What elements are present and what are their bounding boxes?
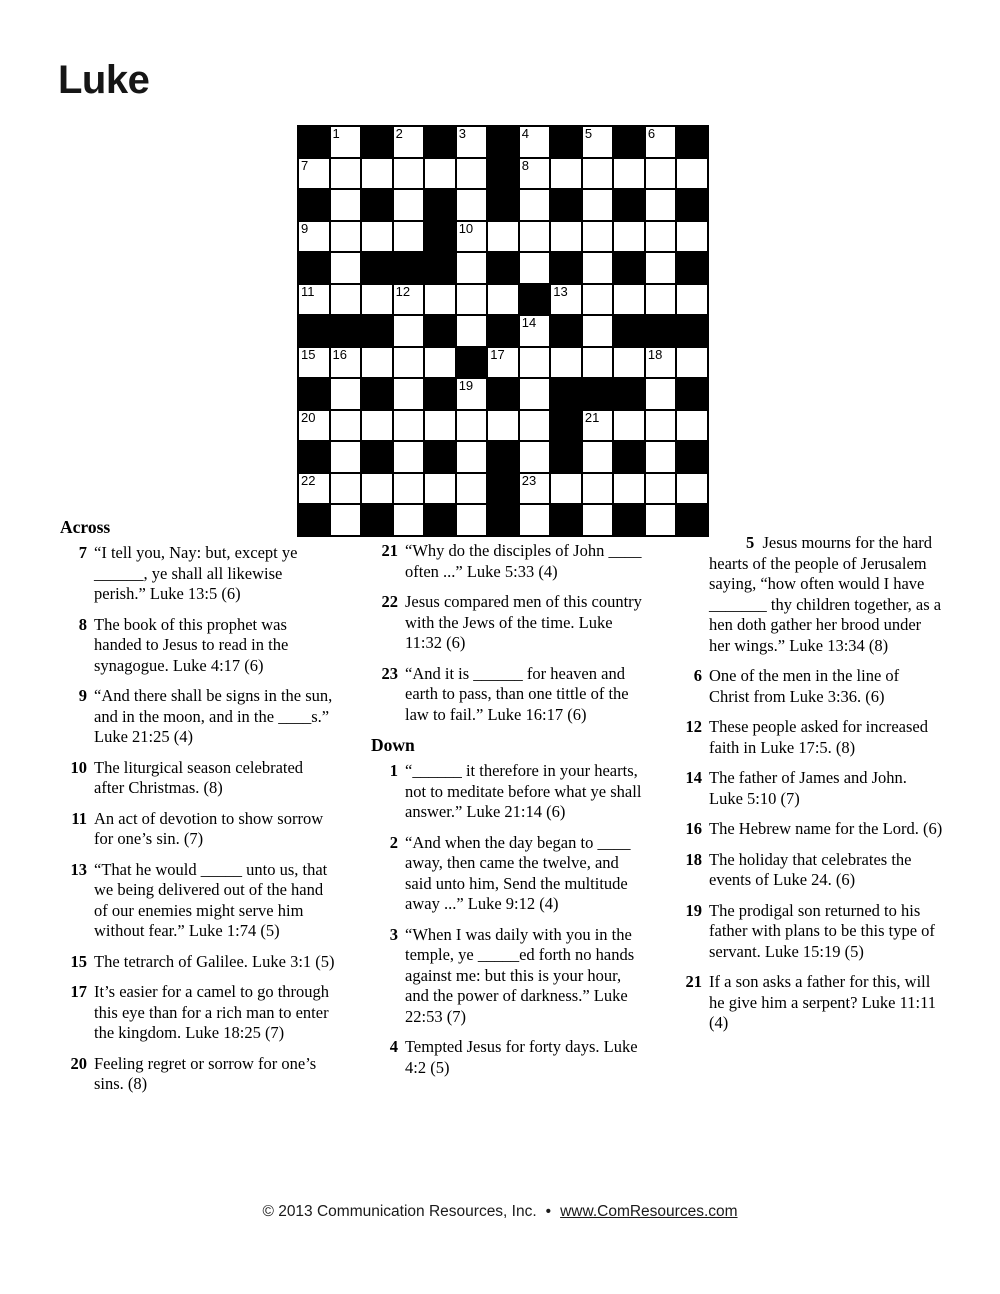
grid-cell-white[interactable] [457, 411, 487, 441]
clue-text: The father of James and John. Luke 5:10 (7) [709, 768, 907, 808]
clue-number: 5 [746, 533, 755, 552]
grid-cell-black [394, 253, 424, 283]
grid-cell-white[interactable] [299, 159, 329, 189]
clue-number: 20 [70, 1053, 87, 1073]
grid-cell-black [425, 190, 455, 220]
grid-cell-white[interactable] [299, 222, 329, 252]
grid-cell-black [362, 190, 392, 220]
grid-cell-white[interactable] [331, 222, 361, 252]
grid-cell-white[interactable] [331, 474, 361, 504]
grid-cell-black [677, 253, 707, 283]
cell-number: 21 [584, 409, 600, 425]
grid-cell-black [299, 127, 329, 157]
grid-cell-white[interactable] [646, 285, 676, 315]
grid-cell-white[interactable] [425, 474, 455, 504]
grid-cell-white[interactable] [520, 190, 550, 220]
clue-item [60, 543, 336, 605]
cell-number: 8 [521, 157, 529, 173]
clue-text: The liturgical season celebrated after Christmas. (8) [94, 757, 304, 797]
grid-cell-white[interactable] [520, 159, 550, 189]
grid-cell-white[interactable] [520, 379, 550, 409]
grid-cell-white[interactable] [646, 127, 676, 157]
grid-cell-black [488, 474, 518, 504]
clues-column-down [675, 533, 943, 1044]
grid-cell-white[interactable] [551, 474, 581, 504]
grid-cell-black [551, 411, 581, 441]
grid-cell-black [551, 505, 581, 535]
grid-cell-black [614, 190, 644, 220]
clue-text: These people asked for increased faith in Luke 17:5. (8) [709, 717, 928, 757]
grid-cell-white[interactable] [299, 474, 329, 504]
clue-item [371, 592, 642, 654]
clue-number: 6 [693, 666, 702, 685]
grid-cell-black [362, 127, 392, 157]
grid-cell-white[interactable] [646, 411, 676, 441]
grid-cell-white[interactable] [614, 159, 644, 189]
clue-text: An act of devotion to show sorrow for one’s sin. (7) [94, 808, 324, 848]
grid-cell-white[interactable] [331, 379, 361, 409]
clue-item [60, 1054, 336, 1095]
grid-cell-black [457, 348, 487, 378]
grid-cell-white[interactable] [677, 411, 707, 441]
grid-cell-white[interactable] [520, 474, 550, 504]
grid-cell-black [488, 379, 518, 409]
grid-cell-black [331, 316, 361, 346]
grid-cell-white[interactable] [425, 348, 455, 378]
grid-cell-white[interactable] [425, 159, 455, 189]
grid-cell-black [362, 316, 392, 346]
grid-cell-white[interactable] [457, 253, 487, 283]
grid-cell-black [614, 379, 644, 409]
clue-number: 11 [71, 808, 87, 828]
clue-text: 5 Jesus mourns for the hard hearts of the people of Jerusalem saying, “how often would I have _______ thy children together, as a hen doth gather her brood under her wings.” Luke 13:34 (8) [709, 533, 942, 655]
grid-cell-black [299, 316, 329, 346]
grid-cell-white[interactable] [457, 190, 487, 220]
clue-text: Jesus compared men of this country with the Jews of the time. Luke 11:32 (6) [405, 592, 642, 652]
grid-cell-white[interactable] [646, 379, 676, 409]
grid-cell-white[interactable] [394, 442, 424, 472]
grid-cell-black [677, 127, 707, 157]
clue-number: 14 [685, 768, 702, 787]
grid-cell-white[interactable] [394, 505, 424, 535]
grid-cell-white[interactable] [331, 348, 361, 378]
clue-item [371, 761, 642, 823]
clue-number: 8 [78, 614, 87, 634]
clue-item [371, 1037, 642, 1078]
clue-item [60, 686, 336, 748]
clue-text: If a son asks a father for this, will he give him a serpent? Luke 11:11 (4) [709, 972, 936, 1032]
grid-cell-black [677, 442, 707, 472]
clue-number: 16 [685, 819, 702, 838]
grid-cell-white[interactable] [646, 190, 676, 220]
cell-number: 20 [301, 409, 316, 425]
clue-number: 18 [685, 849, 702, 869]
grid-cell-white[interactable] [394, 348, 424, 378]
cell-number: 10 [458, 220, 474, 236]
grid-cell-white[interactable] [646, 474, 676, 504]
grid-cell-black [299, 190, 329, 220]
cell-number: 2 [395, 126, 403, 141]
grid-cell-white[interactable] [457, 222, 487, 252]
grid-cell-black [488, 505, 518, 535]
grid-cell-white[interactable] [520, 442, 550, 472]
grid-cell-black [614, 127, 644, 157]
clue-item [371, 664, 642, 726]
grid-cell-black [488, 316, 518, 346]
cell-number: 19 [458, 378, 474, 394]
footer [0, 1203, 1000, 1221]
grid-cell-white[interactable] [488, 285, 518, 315]
grid-cell-white[interactable] [331, 253, 361, 283]
clue-text: It’s easier for a camel to go through this eye than for a rich man to enter the kingdom. Luke 18:25 (7) [94, 982, 330, 1042]
section-header-across: Across [60, 517, 111, 537]
clue-text: The tetrarch of Galilee. Luke 3:1 (5) [94, 951, 335, 971]
grid-cell-white[interactable] [583, 474, 613, 504]
grid-cell-white[interactable] [677, 159, 707, 189]
grid-cell-white[interactable] [583, 222, 613, 252]
page-title: Luke [58, 58, 150, 102]
grid-cell-black [425, 505, 455, 535]
grid-cell-white[interactable] [457, 379, 487, 409]
grid-cell-white[interactable] [646, 505, 676, 535]
cell-number: 17 [490, 346, 505, 362]
clue-item [60, 758, 336, 799]
clue-item [675, 850, 943, 891]
grid-cell-white[interactable] [331, 411, 361, 441]
grid-cell-white[interactable] [551, 285, 581, 315]
grid-cell-white[interactable] [583, 127, 613, 157]
grid-cell-white[interactable] [551, 348, 581, 378]
clue-number: 13 [70, 859, 87, 879]
clue-text: The prodigal son returned to his father with plans to be this type of servant. Luke 15:19 (5) [709, 900, 935, 961]
footer-bullet: • [545, 1203, 552, 1220]
cell-number: 7 [301, 157, 309, 173]
footer-link[interactable]: www.ComResources.com [560, 1203, 738, 1220]
cell-number: 15 [301, 346, 316, 362]
clue-number: 1 [389, 761, 398, 780]
cell-number: 5 [584, 126, 593, 141]
clue-item [60, 809, 336, 850]
grid-cell-black [362, 442, 392, 472]
clue-item [675, 819, 943, 840]
grid-cell-black [614, 505, 644, 535]
grid-cell-white[interactable] [614, 222, 644, 252]
copyright-text: © 2013 Communication Resources, Inc. [262, 1203, 537, 1220]
clue-number: 22 [381, 592, 398, 611]
cell-number: 4 [521, 126, 529, 141]
grid-cell-white[interactable] [425, 411, 455, 441]
grid-cell-white[interactable] [362, 159, 392, 189]
clue-text: “______ it therefore in your hearts, not to meditate before what ye shall answer.” Luke 21:14 (6) [405, 761, 642, 821]
crossword-grid [297, 125, 709, 537]
grid-cell-white[interactable] [394, 411, 424, 441]
cell-number: 14 [521, 315, 537, 331]
grid-cell-black [488, 253, 518, 283]
grid-cell-white[interactable] [646, 442, 676, 472]
clue-text: One of the men in the line of Christ from Luke 3:36. (6) [709, 666, 900, 706]
grid-cell-black [614, 442, 644, 472]
grid-cell-white[interactable] [457, 127, 487, 157]
grid-cell-black [425, 127, 455, 157]
grid-cell-white[interactable] [646, 159, 676, 189]
clue-number: 2 [389, 832, 398, 852]
grid-cell-white[interactable] [362, 348, 392, 378]
grid-cell-white[interactable] [425, 285, 455, 315]
grid-cell-white[interactable] [331, 190, 361, 220]
grid-cell-white[interactable] [583, 285, 613, 315]
grid-cell-white[interactable] [394, 316, 424, 346]
grid-cell-white[interactable] [677, 348, 707, 378]
clue-number: 21 [381, 541, 398, 560]
grid-cell-white[interactable] [520, 253, 550, 283]
grid-cell-white[interactable] [583, 442, 613, 472]
grid-cell-white[interactable] [457, 505, 487, 535]
grid-cell-black [299, 379, 329, 409]
grid-cell-white[interactable] [646, 348, 676, 378]
grid-cell-black [425, 316, 455, 346]
grid-cell-black [551, 316, 581, 346]
grid-cell-black [425, 222, 455, 252]
grid-cell-white[interactable] [488, 348, 518, 378]
grid-cell-white[interactable] [583, 348, 613, 378]
clue-text: The book of this prophet was handed to Jesus to read in the synagogue. Luke 4:17 (6) [94, 614, 289, 675]
grid-cell-white[interactable] [551, 159, 581, 189]
grid-cell-white[interactable] [583, 505, 613, 535]
cell-number: 23 [521, 472, 537, 488]
cell-number: 9 [301, 220, 309, 236]
grid-cell-black [551, 127, 581, 157]
grid-cell-white[interactable] [583, 253, 613, 283]
clue-item [60, 952, 336, 973]
grid-cell-white[interactable] [551, 222, 581, 252]
grid-cell-black [614, 253, 644, 283]
grid-cell-white[interactable] [394, 159, 424, 189]
clue-item [675, 666, 943, 707]
grid-cell-white[interactable] [362, 222, 392, 252]
clue-item [60, 860, 336, 942]
grid-cell-black [299, 253, 329, 283]
cell-number: 22 [301, 472, 316, 488]
grid-cell-white[interactable] [520, 411, 550, 441]
grid-cell-black [362, 505, 392, 535]
grid-cell-white[interactable] [677, 474, 707, 504]
cell-number: 18 [647, 346, 663, 362]
clue-number: 19 [685, 900, 702, 920]
grid-cell-black [551, 379, 581, 409]
clue-number: 17 [70, 982, 87, 1001]
grid-cell-white[interactable] [299, 285, 329, 315]
grid-cell-white[interactable] [394, 190, 424, 220]
grid-cell-white[interactable] [457, 159, 487, 189]
grid-cell-black [488, 159, 518, 189]
clue-text: “That he would _____ unto us, that we being delivered out of the hand of our enemies might serve him without fear.” Luke 1:74 (5) [94, 859, 328, 940]
grid-cell-white[interactable] [299, 411, 329, 441]
grid-cell-white[interactable] [614, 411, 644, 441]
clue-number: 12 [685, 717, 702, 736]
grid-cell-black [646, 316, 676, 346]
clue-text: “I tell you, Nay: but, except ye ______, ye shall all likewise perish.” Luke 13:5 (6) [94, 543, 298, 603]
clue-number: 3 [389, 924, 398, 944]
grid-cell-white[interactable] [394, 379, 424, 409]
cell-number: 13 [553, 283, 568, 299]
grid-cell-black [677, 379, 707, 409]
cell-number: 3 [458, 126, 466, 141]
clue-text: “When I was daily with you in the temple, ye _____ed forth no hands against me: but this is your hour, and the power of darkness.” Luke 22:53 (7) [405, 924, 635, 1026]
grid-cell-white[interactable] [457, 316, 487, 346]
clue-text: Tempted Jesus for forty days. Luke 4:2 (5) [405, 1037, 638, 1077]
clue-item [675, 768, 943, 809]
grid-cell-white[interactable] [646, 222, 676, 252]
grid-cell-white[interactable] [457, 442, 487, 472]
grid-cell-white[interactable] [299, 348, 329, 378]
grid-cell-white[interactable] [394, 127, 424, 157]
clue-text: The Hebrew name for the Lord. (6) [709, 819, 943, 838]
grid-cell-white[interactable] [331, 442, 361, 472]
grid-cell-white[interactable] [583, 159, 613, 189]
cell-number: 1 [332, 126, 340, 141]
clue-text: “And when the day began to ____ away, then came the twelve, and said unto him, Send the multitude away ...” Luke 9:12 (4) [405, 832, 631, 913]
grid-cell-black [551, 442, 581, 472]
grid-cell-white[interactable] [362, 474, 392, 504]
clue-number: 9 [78, 686, 87, 705]
clue-text: “And it is ______ for heaven and earth to pass, than one tittle of the law to fail.” Luke 16:17 (6) [405, 663, 629, 724]
clue-number: 10 [70, 757, 87, 777]
grid-cell-white[interactable] [394, 285, 424, 315]
clue-item [60, 982, 336, 1044]
clue-number: 15 [70, 951, 87, 971]
grid-cell-white[interactable] [520, 222, 550, 252]
grid-cell-white[interactable] [488, 222, 518, 252]
grid-cell-white[interactable] [331, 127, 361, 157]
grid-cell-white[interactable] [394, 222, 424, 252]
cell-number: 12 [395, 283, 411, 299]
clue-item [371, 925, 642, 1028]
grid-cell-white[interactable] [362, 285, 392, 315]
grid-cell-black [677, 505, 707, 535]
clue-number: 21 [685, 972, 702, 991]
clue-item [675, 972, 943, 1034]
grid-cell-white[interactable] [583, 316, 613, 346]
clue-number: 23 [381, 663, 398, 683]
grid-cell-white[interactable] [677, 285, 707, 315]
cell-number: 11 [301, 283, 315, 299]
clue-item [60, 615, 336, 677]
clue-number: 7 [78, 543, 87, 562]
cell-number: 6 [647, 126, 656, 141]
clue-text: “And there shall be signs in the sun, and in the moon, and in the ____s.” Luke 21:25 (4) [94, 686, 333, 746]
grid-cell-white[interactable] [331, 285, 361, 315]
clue-text: The holiday that celebrates the events of Luke 24. (6) [709, 849, 912, 889]
grid-cell-white[interactable] [520, 348, 550, 378]
grid-cell-black [488, 127, 518, 157]
grid-cell-white[interactable] [614, 348, 644, 378]
clue-item [371, 833, 642, 915]
grid-cell-white[interactable] [583, 190, 613, 220]
grid-cell-white[interactable] [520, 505, 550, 535]
cell-number: 16 [332, 346, 347, 362]
grid-cell-white[interactable] [520, 316, 550, 346]
clue-item [709, 533, 943, 656]
grid-cell-white[interactable] [520, 127, 550, 157]
grid-cell-white[interactable] [394, 474, 424, 504]
grid-cell-black [425, 253, 455, 283]
clue-item [675, 901, 943, 963]
grid-cell-black [488, 190, 518, 220]
grid-cell-white[interactable] [614, 474, 644, 504]
grid-cell-black [583, 379, 613, 409]
grid-cell-black [425, 379, 455, 409]
grid-cell-black [425, 442, 455, 472]
grid-cell-black [551, 253, 581, 283]
clues-column-across [60, 517, 336, 1105]
grid-cell-white[interactable] [362, 411, 392, 441]
grid-cell-black [614, 316, 644, 346]
grid-cell-black [677, 190, 707, 220]
grid-cell-white[interactable] [488, 411, 518, 441]
grid-cell-white[interactable] [646, 253, 676, 283]
grid-cell-white[interactable] [331, 159, 361, 189]
grid-cell-black [677, 316, 707, 346]
grid-cell-black [488, 442, 518, 472]
grid-cell-black [299, 442, 329, 472]
grid-cell-black [520, 285, 550, 315]
grid-cell-black [362, 379, 392, 409]
grid-cell-white[interactable] [614, 285, 644, 315]
grid-cell-white[interactable] [457, 285, 487, 315]
clue-number: 4 [389, 1037, 398, 1056]
clue-item [371, 541, 642, 582]
grid-cell-white[interactable] [457, 474, 487, 504]
clues-column-middle [371, 541, 642, 1088]
section-header-down: Down [371, 735, 415, 755]
grid-cell-white[interactable] [583, 411, 613, 441]
clue-item [675, 717, 943, 758]
grid-cell-black [551, 190, 581, 220]
clue-text: Feeling regret or sorrow for one’s sins. (8) [94, 1053, 317, 1093]
grid-cell-black [362, 253, 392, 283]
clue-text: “Why do the disciples of John ____ often ...” Luke 5:33 (4) [405, 541, 642, 581]
grid-cell-white[interactable] [677, 222, 707, 252]
